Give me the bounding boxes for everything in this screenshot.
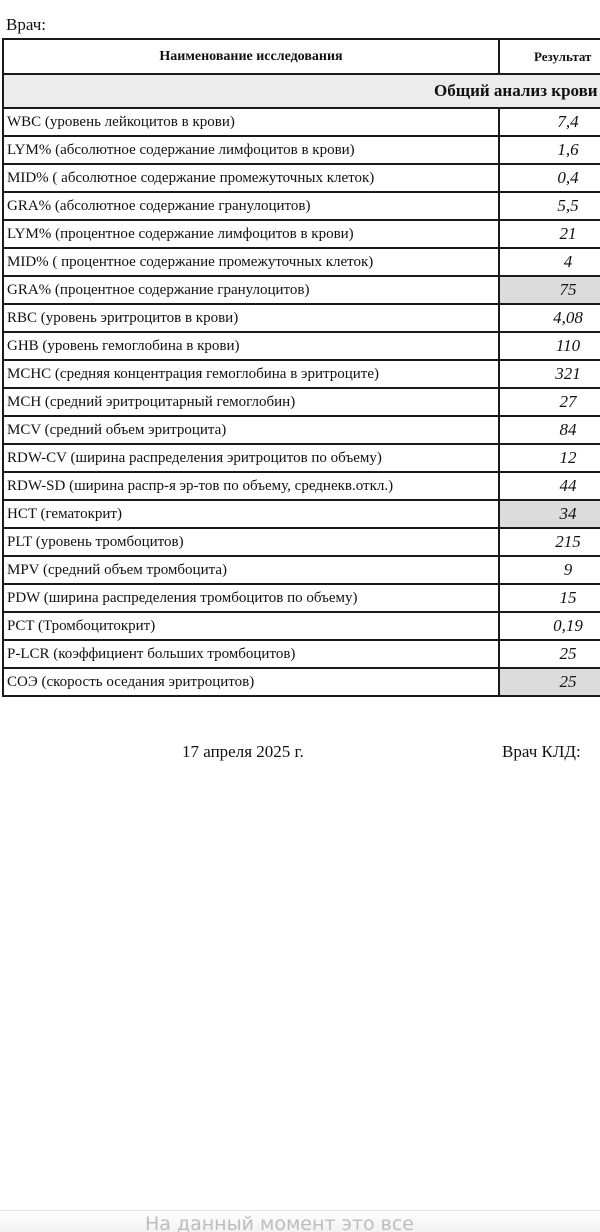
table-row <box>3 416 600 444</box>
test-name-cell: RDW-SD (ширина распр-я эр-тов по объему, среднекв.откл.) <box>3 472 499 500</box>
result-value-cell <box>499 472 600 500</box>
table-row <box>3 192 600 220</box>
section-row <box>3 74 600 108</box>
result-value: 84 <box>559 420 577 439</box>
result-value-cell <box>499 584 600 612</box>
table-row <box>3 528 600 556</box>
bottom-overlay <box>0 1210 600 1232</box>
table-header-row <box>3 39 600 74</box>
result-value: 44 <box>559 476 577 495</box>
result-value: 25 <box>559 644 577 663</box>
table-row <box>3 612 600 640</box>
result-value-cell <box>499 612 600 640</box>
column-header-result: Результат <box>499 39 600 74</box>
result-value: 12 <box>559 448 577 467</box>
result-value: 75 <box>559 280 577 299</box>
result-value-cell <box>499 360 600 388</box>
result-value: 21 <box>559 224 577 243</box>
result-value: 0,19 <box>553 616 583 635</box>
result-value: 215 <box>555 532 581 551</box>
test-name-cell: PCT (Тромбоцитокрит) <box>3 612 499 640</box>
result-value: 7,4 <box>557 112 579 131</box>
test-name-cell: P-LCR (коэффициент больших тромбоцитов) <box>3 640 499 668</box>
overlay-text: На данный момент это все <box>145 1213 414 1232</box>
test-name-cell: GHB (уровень гемоглобина в крови) <box>3 332 499 360</box>
test-name-cell: PDW (ширина распределения тромбоцитов по объему) <box>3 584 499 612</box>
table-row <box>3 500 600 528</box>
result-value-cell <box>499 668 600 696</box>
table-row <box>3 332 600 360</box>
result-value-cell <box>499 444 600 472</box>
result-value-cell <box>499 500 600 528</box>
lab-doctor-label: Врач КЛД: <box>502 742 581 761</box>
test-name-cell: PLT (уровень тромбоцитов) <box>3 528 499 556</box>
table-row <box>3 584 600 612</box>
table-row <box>3 668 600 696</box>
result-value: 9 <box>563 560 573 579</box>
section-title: Общий анализ крови <box>3 74 600 108</box>
result-value: 1,6 <box>557 140 579 159</box>
result-value-cell <box>499 332 600 360</box>
table-row <box>3 108 600 136</box>
result-value: 4 <box>563 252 573 271</box>
test-name-cell: HCT (гематокрит) <box>3 500 499 528</box>
test-name-cell: LYM% (абсолютное содержание лимфоцитов в крови) <box>3 136 499 164</box>
result-value: 4,08 <box>553 308 583 327</box>
test-name-cell: GRA% (процентное содержание гранулоцитов) <box>3 276 499 304</box>
result-value: 25 <box>559 672 577 691</box>
test-name-cell: WBC (уровень лейкоцитов в крови) <box>3 108 499 136</box>
result-value-cell <box>499 136 600 164</box>
table-body <box>3 74 600 696</box>
table-row <box>3 360 600 388</box>
table-row <box>3 164 600 192</box>
table-row <box>3 388 600 416</box>
result-value: 34 <box>559 504 577 523</box>
result-value-cell <box>499 556 600 584</box>
result-value: 15 <box>559 588 577 607</box>
test-name-cell: MCH (средний эритроцитарный гемоглобин) <box>3 388 499 416</box>
result-value-cell <box>499 640 600 668</box>
test-name-cell: GRA% (абсолютное содержание гранулоцитов) <box>3 192 499 220</box>
doctor-label: Врач: <box>6 15 46 34</box>
result-value: 110 <box>555 336 581 355</box>
test-name-cell: MID% ( абсолютное содержание промежуточных клеток) <box>3 164 499 192</box>
result-value-cell <box>499 304 600 332</box>
result-value-cell <box>499 276 600 304</box>
result-value-cell <box>499 164 600 192</box>
test-name-cell: СОЭ (скорость оседания эритроцитов) <box>3 668 499 696</box>
result-value-cell <box>499 192 600 220</box>
table-row <box>3 556 600 584</box>
result-value: 0,4 <box>557 168 579 187</box>
table-row <box>3 472 600 500</box>
test-name-cell: MPV (средний объем тромбоцита) <box>3 556 499 584</box>
result-value-cell <box>499 220 600 248</box>
table-row <box>3 304 600 332</box>
table-row <box>3 220 600 248</box>
results-table <box>2 38 600 697</box>
test-name-cell: MID% ( процентное содержание промежуточных клеток) <box>3 248 499 276</box>
result-value-cell <box>499 108 600 136</box>
result-value-cell <box>499 528 600 556</box>
result-value-cell <box>499 248 600 276</box>
result-value: 27 <box>559 392 577 411</box>
table-row <box>3 136 600 164</box>
table-row <box>3 276 600 304</box>
test-name-cell: LYM% (процентное содержание лимфоцитов в крови) <box>3 220 499 248</box>
result-value-cell <box>499 416 600 444</box>
table-row <box>3 640 600 668</box>
result-value: 321 <box>555 364 581 383</box>
test-name-cell: MCHC (средняя концентрация гемоглобина в эритроците) <box>3 360 499 388</box>
result-value-cell <box>499 388 600 416</box>
result-value: 5,5 <box>557 196 579 215</box>
test-name-cell: MCV (средний объем эритроцита) <box>3 416 499 444</box>
test-name-cell: RBC (уровень эритроцитов в крови) <box>3 304 499 332</box>
test-name-cell: RDW-CV (ширина распределения эритроцитов по объему) <box>3 444 499 472</box>
column-header-name: Наименование исследования <box>3 39 499 74</box>
table-row <box>3 444 600 472</box>
table-row <box>3 248 600 276</box>
report-date: 17 апреля 2025 г. <box>182 742 304 761</box>
